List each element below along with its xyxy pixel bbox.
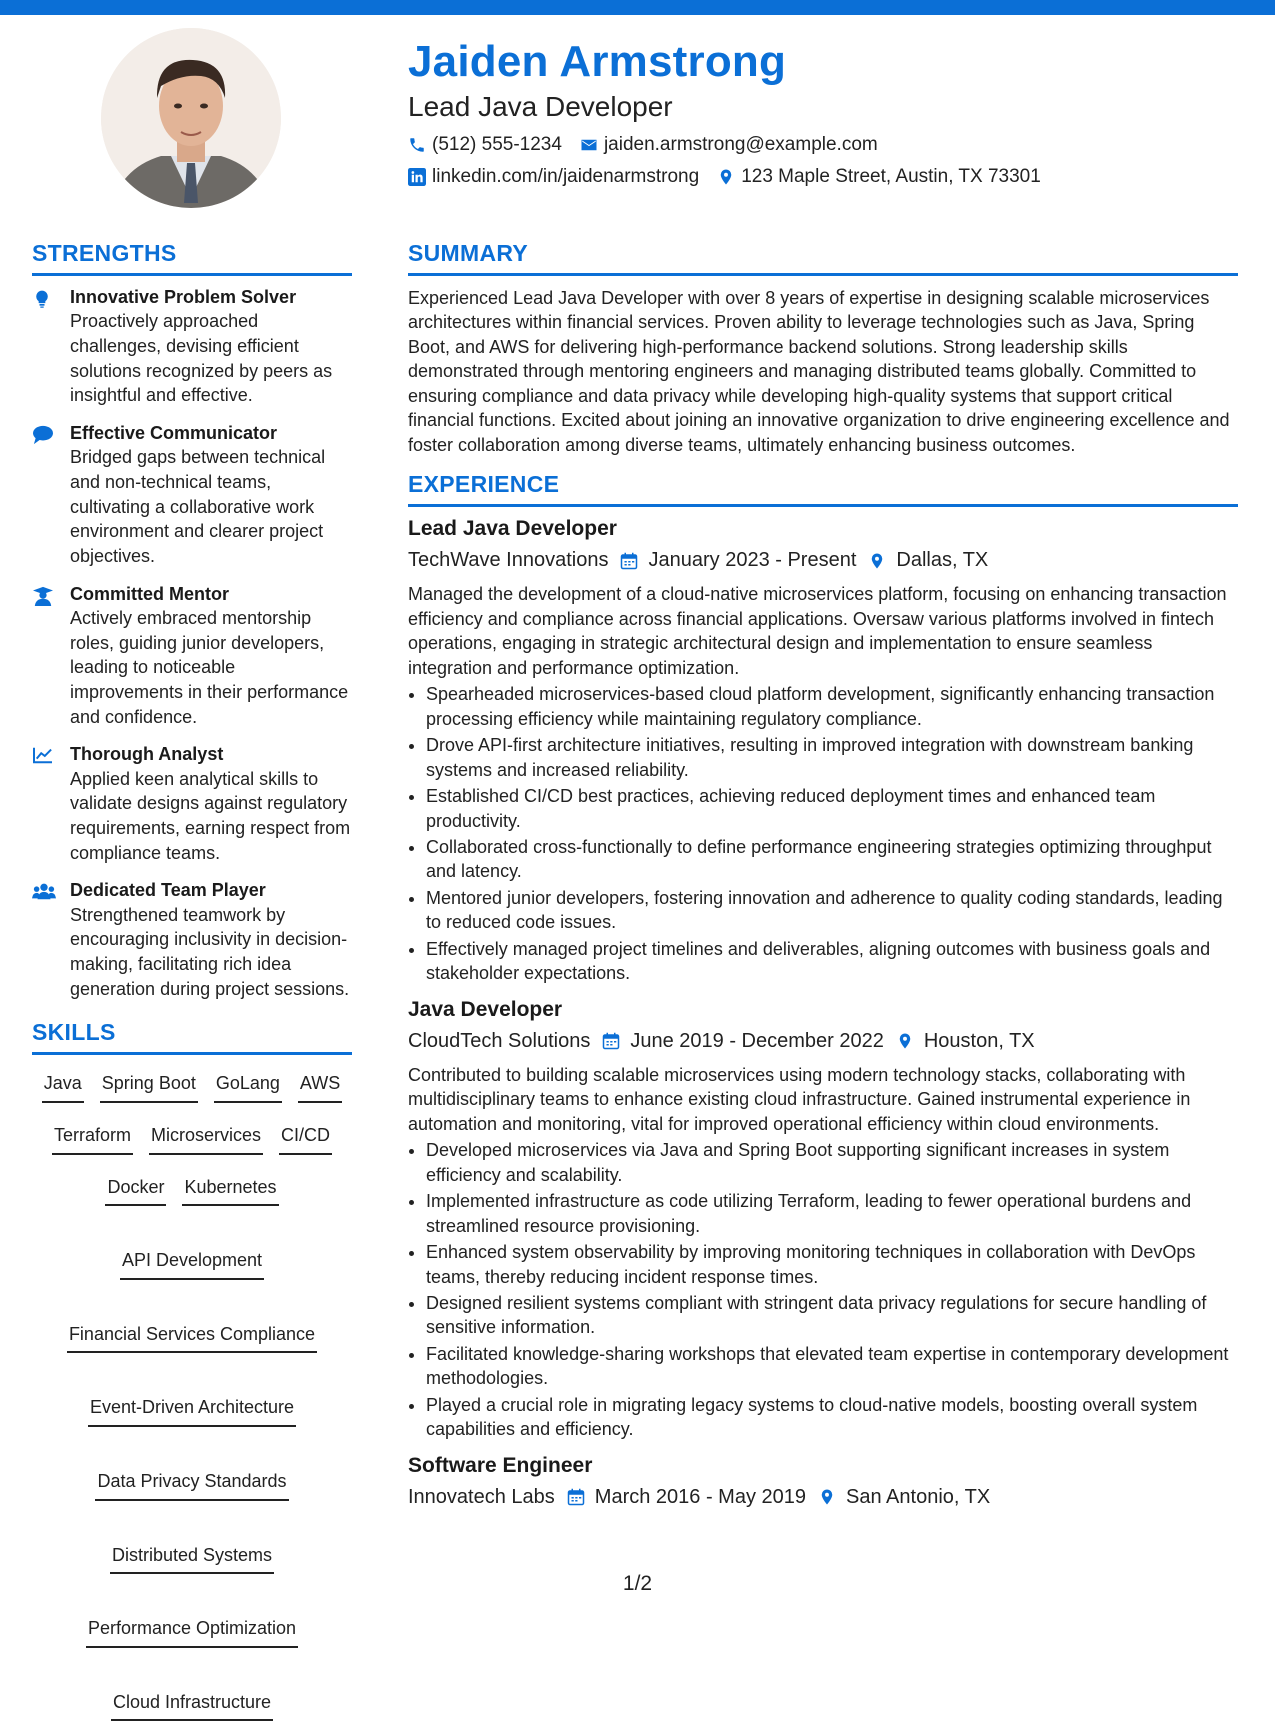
contact-line-2: [408, 166, 1238, 188]
strength-item: [32, 743, 352, 865]
job-company: CloudTech Solutions: [408, 1029, 591, 1052]
linkedin-contact[interactable]: [408, 166, 699, 188]
job-meta: [408, 1030, 1238, 1053]
job-bullet: • Enhanced system observability by improving monitoring techniques in collaboration with DevOps teams, thereby reducing incident response times.: [426, 1240, 1238, 1289]
skill-tag: API Development: [120, 1250, 264, 1280]
skill-tag: AWS: [298, 1073, 342, 1103]
strength-item: [32, 422, 352, 569]
skill-tag: Terraform: [52, 1125, 133, 1155]
candidate-role: Lead Java Developer: [408, 91, 673, 123]
strength-desc: Strengthened teamwork by encouraging inclusivity in decision-making, facilitating rich idea generation during project sessions.: [70, 904, 350, 999]
experience-title: EXPERIENCE: [408, 471, 1238, 507]
email-text[interactable]: jaiden.armstrong@example.com: [603, 133, 878, 155]
skill-tag: GoLang: [214, 1073, 282, 1103]
skill-tag: Spring Boot: [100, 1073, 198, 1103]
job-title: Java Developer: [408, 997, 563, 1021]
job-bullet: • Collaborated cross-functionally to define performance engineering strategies optimizing throughput and latency.: [426, 835, 1238, 884]
map-pin-icon: [717, 168, 735, 186]
job-bullets: [408, 1138, 1238, 1442]
job-meta: [408, 1486, 1238, 1509]
skill-tag: Java: [42, 1073, 84, 1103]
job-entry: [408, 998, 1238, 1442]
job-bullet: • Established CI/CD best practices, achieving reduced deployment times and enhanced team productivity.: [426, 784, 1238, 833]
mentor-icon: [32, 586, 54, 606]
skill-tag: Microservices: [149, 1125, 263, 1155]
candidate-name: Jaiden Armstrong: [408, 37, 787, 86]
strength-desc: Bridged gaps between technical and non-technical teams, cultivating a collaborative work environment and clearer project objectives.: [70, 447, 326, 567]
strength-desc: Actively embraced mentorship roles, guiding junior developers, leading to noticeable improvements in their performance and confidence.: [70, 608, 349, 727]
envelope-icon: [580, 136, 598, 154]
strength-name: Innovative Problem Solver: [70, 287, 297, 307]
job-entry: [408, 1454, 1238, 1509]
strength-item: [32, 286, 352, 408]
strengths-title: STRENGTHS: [32, 240, 352, 276]
strength-name: Effective Communicator: [70, 423, 278, 444]
job-dates: March 2016 - May 2019: [594, 1485, 807, 1508]
chart-line-icon: [32, 746, 54, 764]
skill-tag: Cloud Infrastructure: [111, 1692, 273, 1721]
job-bullets: [408, 682, 1238, 986]
summary-text: Experienced Lead Java Developer with over 8 years of expertise in designing scalable microservices architectures within financial services. Proven ability to leverage technologies such as Java, Spring Boot, and AWS for delivering high-performance backend solutions. Strong leadership skills demonstrated through mentoring engineers and managing distributed teams globally. Committed to ensuring compliance and data privacy while developing high-quality systems that support critical financial functions. Excited about joining an innovative organization to drive engineering excellence and foster collaboration among diverse teams, ultimately enhancing business outcomes.: [408, 288, 1230, 455]
skill-tag: Docker: [105, 1177, 166, 1207]
email-contact[interactable]: [580, 134, 878, 156]
lightbulb-icon: [32, 289, 52, 309]
job-dates: June 2019 - December 2022: [630, 1029, 884, 1052]
job-bullet: • Played a crucial role in migrating legacy systems to cloud-native models, boosting overall system capabilities and efficiency.: [426, 1393, 1238, 1442]
resume-header: [408, 38, 1238, 188]
job-title: Lead Java Developer: [408, 517, 617, 541]
job-location: Houston, TX: [923, 1029, 1035, 1052]
strength-desc: Applied keen analytical skills to validate designs against regulatory requirements, earning respect from compliance teams.: [70, 768, 351, 863]
job-bullet: • Designed resilient systems compliant with stringent data privacy regulations for secure handling of sensitive information.: [426, 1291, 1238, 1340]
job-bullet: • Effectively managed project timelines and deliverables, aligning outcomes with business goals and stakeholder expectations.: [426, 937, 1238, 986]
left-column: [32, 240, 352, 1721]
page-number: 1/2: [622, 1572, 653, 1595]
phone-icon: [408, 136, 426, 154]
job-company: TechWave Innovations: [408, 549, 609, 572]
team-icon: [32, 882, 56, 900]
strength-item: [32, 583, 352, 730]
linkedin-icon: [408, 168, 426, 186]
skill-tag: Financial Services Compliance: [67, 1324, 317, 1354]
map-pin-icon: [896, 1031, 914, 1051]
job-description: Contributed to building scalable microservices using modern technology stacks, collaborating with multidisciplinary teams to enhance existing cloud infrastructure. Gained instrumental experience in automation and monitoring, vital for improved operational efficiency within cloud environments.: [408, 1064, 1191, 1134]
calendar-icon: [602, 1032, 620, 1050]
strength-name: Dedicated Team Player: [70, 880, 266, 901]
job-dates: January 2023 - Present: [648, 549, 857, 572]
job-description: Managed the development of a cloud-native microservices platform, focusing on enhancing transaction efficiency and compliance across financial applications. Oversaw various platforms involved in fintech operations, engaging in strategic architectural design and implementation to ensure seamless integration and performance optimization.: [408, 584, 1227, 678]
job-location: Dallas, TX: [896, 549, 989, 572]
skills-list: [32, 1065, 352, 1721]
phone-text: (512) 555-1234: [432, 133, 562, 155]
right-column: [408, 240, 1238, 1521]
job-bullet: • Mentored junior developers, fostering innovation and adherence to quality coding standards, leading to reduced code issues.: [426, 886, 1238, 935]
summary-title: SUMMARY: [408, 240, 1238, 276]
skill-tag: Distributed Systems: [110, 1545, 274, 1575]
skill-tag: Performance Optimization: [86, 1618, 298, 1648]
job-entry: [408, 517, 1238, 986]
profile-photo: [101, 28, 281, 208]
contact-line-1: [408, 134, 1238, 156]
calendar-icon: [620, 552, 638, 570]
linkedin-text[interactable]: linkedin.com/in/jaidenarmstrong: [432, 165, 700, 187]
chat-bubble-icon: [32, 425, 54, 445]
strength-name: Committed Mentor: [70, 583, 229, 604]
skills-title: SKILLS: [32, 1019, 352, 1055]
strength-item: [32, 879, 352, 1001]
calendar-icon: [567, 1488, 585, 1506]
strengths-list: [32, 286, 352, 1001]
skill-tag: Event-Driven Architecture: [88, 1397, 296, 1427]
job-bullet: • Spearheaded microservices-based cloud platform development, significantly enhancing transaction processing efficiency while maintaining regulatory compliance.: [426, 682, 1238, 731]
job-company: Innovatech Labs: [408, 1485, 555, 1508]
job-title: Software Engineer: [408, 1453, 593, 1477]
phone-contact: [408, 134, 562, 156]
job-bullet: • Facilitated knowledge-sharing workshops that elevated team expertise in contemporary development methodologies.: [426, 1342, 1238, 1391]
skill-tag: Data Privacy Standards: [95, 1471, 288, 1501]
skill-tag: CI/CD: [279, 1125, 332, 1155]
map-pin-icon: [868, 551, 886, 571]
skill-tag: Kubernetes: [182, 1177, 278, 1207]
address-contact: [717, 166, 1041, 188]
strength-name: Thorough Analyst: [70, 744, 224, 765]
strength-desc: Proactively approached challenges, devising efficient solutions recognized by peers as insightful and effective.: [70, 311, 333, 406]
map-pin-icon: [818, 1487, 836, 1507]
job-meta: [408, 549, 1238, 572]
job-bullet: • Implemented infrastructure as code utilizing Terraform, leading to fewer operational burdens and streamlined resource provisioning.: [426, 1189, 1238, 1238]
address-text: 123 Maple Street, Austin, TX 73301: [741, 165, 1041, 187]
job-bullet: • Drove API-first architecture initiatives, resulting in improved integration with downstream banking systems and increased reliability.: [426, 733, 1238, 782]
job-bullet: • Developed microservices via Java and Spring Boot supporting significant increases in system efficiency and scalability.: [426, 1138, 1238, 1187]
job-location: San Antonio, TX: [846, 1485, 991, 1508]
top-accent-bar: [0, 0, 1275, 15]
